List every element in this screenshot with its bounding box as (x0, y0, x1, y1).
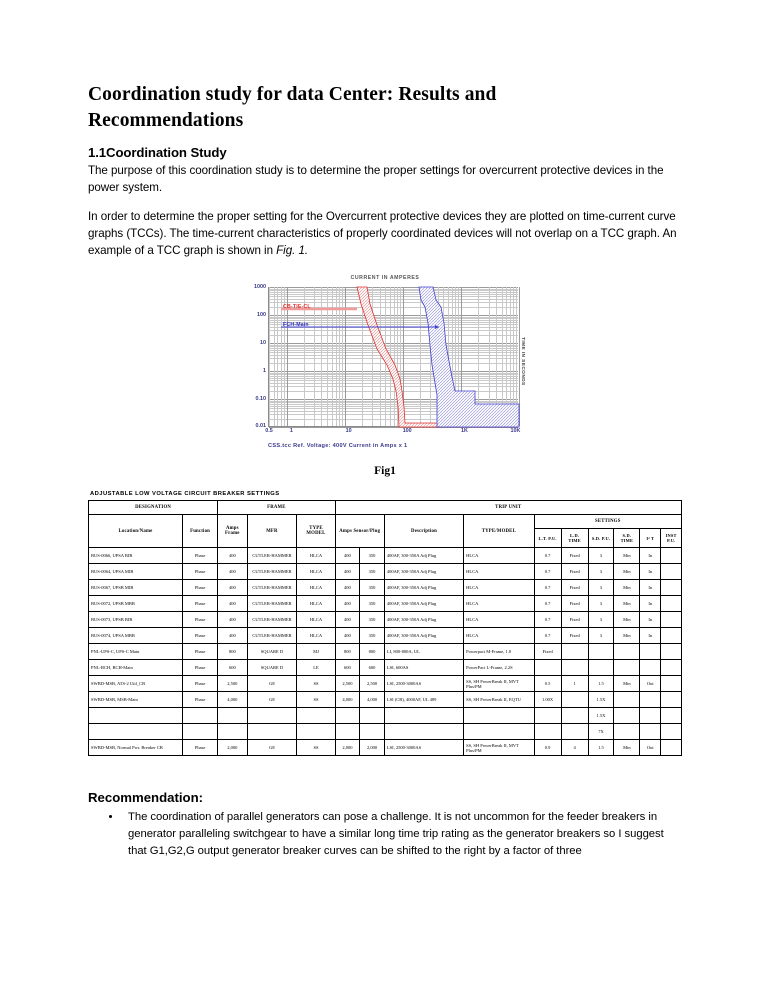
cell-mfr: CUTLER-HAMMER (247, 612, 297, 628)
cell-amps-plug: 4,000 (360, 692, 385, 708)
cell-mfr (247, 708, 297, 724)
cell-ld-time: Fixed (561, 548, 588, 564)
cell-i2t: Out (640, 676, 661, 692)
cell-function: Phase (182, 564, 217, 580)
cell-location: SWBD-MSB, ATS-2 Util_CB (89, 676, 183, 692)
cell-amps-plug: 2,000 (360, 740, 385, 756)
cell-description: 400AF, 300-350A Adj Plug (384, 564, 463, 580)
cell-lt-pu: 0.7 (534, 612, 561, 628)
cell-sd-time: Min (614, 740, 640, 756)
cell-description: 400AF, 300-350A Adj Plug (384, 596, 463, 612)
cell-amps-sensor: 400 (335, 612, 360, 628)
cell-inst-pu (661, 708, 682, 724)
cell-type-model: SS (297, 740, 335, 756)
cell-amps-sensor: 400 (335, 548, 360, 564)
cell-inst-pu (661, 628, 682, 644)
col-header-amps-frame: Amps Frame (218, 515, 247, 548)
cell-lt-pu: 0.7 (534, 548, 561, 564)
cell-type-model: HLCA (297, 596, 335, 612)
cell-location (89, 724, 183, 740)
col-header-trip-type-model: TYPE/MODEL (464, 515, 534, 548)
cell-trip-type-model (464, 708, 534, 724)
cell-trip-type-model: HLCA (464, 612, 534, 628)
cell-ld-time (561, 644, 588, 660)
cell-lt-pu: 1.00X (534, 692, 561, 708)
table-row (89, 724, 682, 740)
cell-inst-pu (661, 580, 682, 596)
cell-function: Phase (182, 692, 217, 708)
cell-amps-frame: 400 (218, 612, 247, 628)
cell-amps-frame (218, 708, 247, 724)
cell-ld-time: Fixed (561, 612, 588, 628)
cell-mfr: CUTLER-HAMMER (247, 628, 297, 644)
cell-sd-pu: 3 (588, 580, 614, 596)
cell-sd-time: Min (614, 548, 640, 564)
table-row (89, 708, 682, 724)
x-tick-10K: 10K (510, 428, 521, 435)
cell-amps-plug: 350 (360, 564, 385, 580)
cell-amps-plug: 350 (360, 628, 385, 644)
cell-ld-time (561, 692, 588, 708)
legend-label-cb-tie-cl: CB-TIE-CL (283, 304, 311, 311)
table-row (89, 660, 682, 676)
cell-trip-type-model: PowerPact L-Frame, 2.2S (464, 660, 534, 676)
col-header-mfr: MFR (247, 515, 297, 548)
breaker-settings-table (88, 500, 682, 756)
cell-sd-pu (588, 644, 614, 660)
cell-type-model: HLCA (297, 564, 335, 580)
cell-sd-time: Min (614, 676, 640, 692)
cell-i2t: In (640, 548, 661, 564)
cell-mfr (247, 724, 297, 740)
col-header-function: Function (182, 515, 217, 548)
table-group-header-row (89, 501, 682, 515)
cell-lt-pu (534, 708, 561, 724)
cell-inst-pu (661, 644, 682, 660)
cell-mfr: GE (247, 740, 297, 756)
cell-function (182, 708, 217, 724)
cell-amps-sensor: 400 (335, 580, 360, 596)
cell-trip-type-model: SS, SH PowerBreak II, MVT Plus/PM (464, 740, 534, 756)
tcc-chart (224, 275, 546, 458)
cell-description: LI, 800-800A, UL (384, 644, 463, 660)
curve-fch-main (419, 287, 519, 427)
cell-amps-sensor (335, 708, 360, 724)
cell-amps-sensor: 4,000 (335, 692, 360, 708)
table-body (89, 548, 682, 756)
cell-lt-pu (534, 724, 561, 740)
cell-lt-pu: 0.7 (534, 564, 561, 580)
cell-location: PNL-UPS-C, UPS-C Main (89, 644, 183, 660)
cell-sd-time: Min (614, 564, 640, 580)
cell-ld-time (561, 724, 588, 740)
cell-i2t (640, 644, 661, 660)
recommendation-item: • The coordination of parallel generators can pose a challenge. It is not uncommon for the feeder breakers in generator paralleling switchgear to have a similar long time trip rating as the generator breakers so I suggest that G1,G2,G output generator breaker curves can be shifted to the right by a factor of three (122, 809, 682, 860)
cell-inst-pu (661, 692, 682, 708)
table-row (89, 564, 682, 580)
cell-function: Phase (182, 676, 217, 692)
cell-amps-frame: 600 (218, 660, 247, 676)
cell-type-model: HLCA (297, 548, 335, 564)
cell-function: Phase (182, 644, 217, 660)
cell-location: BUS-0066, UPSA BIB (89, 548, 183, 564)
cell-function: Phase (182, 612, 217, 628)
cell-description (384, 724, 463, 740)
cell-function: Phase (182, 660, 217, 676)
cell-description: 400AF, 300-350A Adj Plug (384, 580, 463, 596)
cell-inst-pu (661, 676, 682, 692)
table-row (89, 676, 682, 692)
cell-amps-frame: 400 (218, 628, 247, 644)
table-row (89, 740, 682, 756)
cell-trip-type-model: Powerpact M-Frame, 1.0 (464, 644, 534, 660)
cell-trip-type-model: HLCA (464, 548, 534, 564)
col-header-lt-pu: L.T. P.U. (534, 529, 561, 548)
cell-amps-plug (360, 708, 385, 724)
table-head (89, 501, 682, 548)
table-row (89, 612, 682, 628)
col-header-i2t: I² T (640, 529, 661, 548)
cell-sd-time: Min (614, 580, 640, 596)
cell-location: BUS-0073, UPSB BIB (89, 612, 183, 628)
chart-y-axis-label: TIME IN SECONDS (520, 337, 525, 387)
group-header-settings: SETTINGS (534, 515, 681, 529)
cell-mfr: CUTLER-HAMMER (247, 580, 297, 596)
cell-inst-pu (661, 660, 682, 676)
cell-sd-time: Min (614, 612, 640, 628)
table-row (89, 596, 682, 612)
table-row (89, 580, 682, 596)
cell-amps-plug: 350 (360, 596, 385, 612)
cell-amps-plug (360, 724, 385, 740)
cell-type-model: MJ (297, 644, 335, 660)
group-header-frame: FRAME (218, 501, 335, 515)
cell-inst-pu (661, 548, 682, 564)
cell-sd-time (614, 660, 640, 676)
y-tick-0.10: 0.10 (255, 395, 266, 402)
cell-amps-sensor: 2,500 (335, 676, 360, 692)
col-header-type-model: TYPE MODEL (297, 515, 335, 548)
table-row (89, 628, 682, 644)
cell-trip-type-model: HLCA (464, 628, 534, 644)
cell-location (89, 708, 183, 724)
cell-sd-time (614, 708, 640, 724)
cell-mfr: SQUARE D (247, 660, 297, 676)
chart-title: CURRENT IN AMPERES (350, 275, 420, 282)
cell-ld-time: Fixed (561, 564, 588, 580)
table-settings-group-row (89, 515, 682, 529)
page-title: Coordination study for data Center: Results and Recommendations (88, 84, 497, 132)
cell-type-model: HLCA (297, 612, 335, 628)
cell-sd-pu (588, 660, 614, 676)
cell-trip-type-model (464, 724, 534, 740)
cell-amps-plug: 350 (360, 580, 385, 596)
cell-i2t (640, 724, 661, 740)
cell-ld-time (561, 708, 588, 724)
cell-description: LSI, 2500-3000AS (384, 740, 463, 756)
cell-i2t: In (640, 612, 661, 628)
cell-amps-plug: 2,500 (360, 676, 385, 692)
cell-amps-frame: 400 (218, 548, 247, 564)
col-header-description: Description (384, 515, 463, 548)
col-header-sd-pu: S.D. P.U. (588, 529, 614, 548)
cell-trip-type-model: SS, SH PowerBreak II, EQTU (464, 692, 534, 708)
cell-lt-pu: Fixed (534, 644, 561, 660)
cell-location: SWBD-MSB, Normal Pwr. Breaker CB (89, 740, 183, 756)
recommendation-list (88, 809, 682, 860)
cell-function (182, 724, 217, 740)
cell-trip-type-model: HLCA (464, 596, 534, 612)
cell-sd-time (614, 724, 640, 740)
tcc-chart-container (88, 275, 682, 458)
cell-amps-frame: 4,000 (218, 692, 247, 708)
cell-location: BUS-0064, UPSA MIB (89, 564, 183, 580)
paragraph-tcc (88, 208, 682, 259)
cell-amps-frame: 800 (218, 644, 247, 660)
cell-lt-pu: 0.5 (534, 676, 561, 692)
cell-description: 400AF, 300-350A Adj Plug (384, 612, 463, 628)
cell-function: Phase (182, 580, 217, 596)
cell-ld-time: Fixed (561, 628, 588, 644)
table-row (89, 548, 682, 564)
cell-sd-pu: 7X (588, 724, 614, 740)
col-header-sd-time: S.D. TIME (614, 529, 640, 548)
cell-description: 400AF, 300-350A Adj Plug (384, 628, 463, 644)
cell-amps-sensor: 2,000 (335, 740, 360, 756)
cell-trip-type-model: SS, SH PowerBreak II, MVT Plus/PM (464, 676, 534, 692)
cell-i2t: In (640, 628, 661, 644)
cell-sd-pu: 3 (588, 596, 614, 612)
cell-amps-plug: 600 (360, 660, 385, 676)
y-tick-1000: 1000 (254, 284, 266, 291)
cell-description: LSI, 600AS (384, 660, 463, 676)
cell-type-model: LE (297, 660, 335, 676)
cell-amps-sensor: 800 (335, 644, 360, 660)
col-header-location: Location/Name (89, 515, 183, 548)
cell-sd-pu: 1.5 (588, 740, 614, 756)
cell-amps-plug: 350 (360, 612, 385, 628)
cell-amps-frame: 2,500 (218, 676, 247, 692)
cell-description: 400AF, 300-350A Adj Plug (384, 548, 463, 564)
x-tick-1K: 1K (461, 428, 468, 435)
x-tick-100: 100 (402, 428, 412, 435)
cell-i2t: In (640, 580, 661, 596)
cell-amps-frame: 400 (218, 564, 247, 580)
cell-amps-sensor (335, 724, 360, 740)
cell-ld-time: Fixed (561, 580, 588, 596)
cell-mfr: GE (247, 676, 297, 692)
cell-mfr: CUTLER-HAMMER (247, 548, 297, 564)
group-header-trip-unit: TRIP UNIT (335, 501, 681, 515)
cell-location: BUS-0072, UPSB MBB (89, 596, 183, 612)
section-heading: 1.1Coordination Study (88, 145, 227, 161)
cell-amps-sensor: 600 (335, 660, 360, 676)
cell-trip-type-model: HLCA (464, 564, 534, 580)
cell-lt-pu: 0.9 (534, 740, 561, 756)
cell-ld-time (561, 660, 588, 676)
table-row (89, 692, 682, 708)
cell-amps-sensor: 400 (335, 596, 360, 612)
cell-amps-frame: 400 (218, 580, 247, 596)
y-tick-1: 1 (263, 367, 266, 374)
cell-location: SWBD-MSB, MSB-Main (89, 692, 183, 708)
cell-location: PNL-BCH, BCH-Main (89, 660, 183, 676)
cell-sd-pu: 3 (588, 612, 614, 628)
cell-description: LSI (CB), 4000AF, UL 489 (384, 692, 463, 708)
cell-i2t: Out (640, 740, 661, 756)
cell-trip-type-model: HLCA (464, 580, 534, 596)
cell-inst-pu (661, 596, 682, 612)
cell-amps-plug: 800 (360, 644, 385, 660)
cell-inst-pu (661, 724, 682, 740)
cell-inst-pu (661, 612, 682, 628)
cell-amps-frame: 2,000 (218, 740, 247, 756)
cell-type-model: SS (297, 676, 335, 692)
cell-sd-pu: 3 (588, 628, 614, 644)
cell-location: BUS-0074, UPSA MBB (89, 628, 183, 644)
cell-ld-time: Fixed (561, 596, 588, 612)
group-header-designation: DESIGNATION (89, 501, 218, 515)
paragraph-purpose: The purpose of this coordination study is to determine the proper settings for overcurrent protective devices in the power system. (88, 164, 664, 195)
cell-sd-pu: 3 (588, 548, 614, 564)
table-title: ADJUSTABLE LOW VOLTAGE CIRCUIT BREAKER SETTINGS (90, 491, 280, 498)
cell-mfr: CUTLER-HAMMER (247, 596, 297, 612)
cell-type-model (297, 708, 335, 724)
cell-i2t (640, 660, 661, 676)
x-tick-0.5: 0.5 (265, 428, 273, 435)
y-tick-0.01: 0.01 (255, 423, 266, 430)
paragraph-tcc-text: In order to determine the proper setting for the Overcurrent protective devices they are plotted on time-current curve graphs (TCCs). The time-current characteristics of properly coordinated devices will not overlap on a TCC graph. An example of a TCC graph is shown in (88, 210, 677, 258)
col-header-inst-pu: INST P.U. (661, 529, 682, 548)
chart-x-axis-label: CSS.tcc Ref. Voltage: 400V Current in Amps x 1 (268, 443, 408, 450)
cell-function: Phase (182, 740, 217, 756)
cell-type-model: SS (297, 692, 335, 708)
figure-reference: Fig. 1. (276, 244, 309, 258)
col-header-ld-time: L.D. TIME (561, 529, 588, 548)
cell-mfr: GE (247, 692, 297, 708)
cell-ld-time: 4 (561, 740, 588, 756)
cell-sd-pu: 1.5 (588, 676, 614, 692)
cell-sd-time: Min (614, 628, 640, 644)
cell-mfr: SQUARE D (247, 644, 297, 660)
recommendation-heading: Recommendation: (88, 790, 204, 806)
cell-amps-sensor: 400 (335, 628, 360, 644)
cell-function: Phase (182, 596, 217, 612)
cell-sd-pu: 3 (588, 564, 614, 580)
table-row (89, 644, 682, 660)
cell-mfr: CUTLER-HAMMER (247, 564, 297, 580)
cell-lt-pu: 0.7 (534, 596, 561, 612)
cell-lt-pu (534, 660, 561, 676)
cell-amps-sensor: 400 (335, 564, 360, 580)
cell-ld-time: 1 (561, 676, 588, 692)
cell-inst-pu (661, 564, 682, 580)
y-tick-10: 10 (260, 340, 266, 346)
cell-lt-pu: 0.7 (534, 580, 561, 596)
cell-lt-pu: 0.7 (534, 628, 561, 644)
cell-amps-plug: 350 (360, 548, 385, 564)
cell-i2t: In (640, 596, 661, 612)
x-tick-10: 10 (345, 428, 352, 435)
chart-plot-area (254, 284, 521, 435)
legend-label-fch-main: FCH-Main (283, 322, 309, 329)
cell-i2t (640, 692, 661, 708)
figure-caption: Fig1 (374, 465, 396, 478)
cell-type-model: HLCA (297, 580, 335, 596)
cell-type-model (297, 724, 335, 740)
cell-function: Phase (182, 548, 217, 564)
y-tick-100: 100 (257, 312, 266, 319)
cell-i2t: In (640, 564, 661, 580)
cell-sd-time: Min (614, 596, 640, 612)
cell-inst-pu (661, 740, 682, 756)
col-header-amps-sensor-plug: Amps Sensor/Plug (335, 515, 384, 548)
cell-description (384, 708, 463, 724)
cell-description: LSI, 2500-3000AS (384, 676, 463, 692)
cell-location: BUS-0067, UPSB MIB (89, 580, 183, 596)
cell-i2t (640, 708, 661, 724)
cell-amps-frame (218, 724, 247, 740)
cell-function: Phase (182, 628, 217, 644)
x-tick-1: 1 (289, 428, 293, 435)
cell-sd-pu: 1.5X (588, 692, 614, 708)
cell-type-model: HLCA (297, 628, 335, 644)
cell-sd-time (614, 644, 640, 660)
cell-amps-frame: 400 (218, 596, 247, 612)
cell-sd-pu: 1.5X (588, 708, 614, 724)
cell-sd-time (614, 692, 640, 708)
